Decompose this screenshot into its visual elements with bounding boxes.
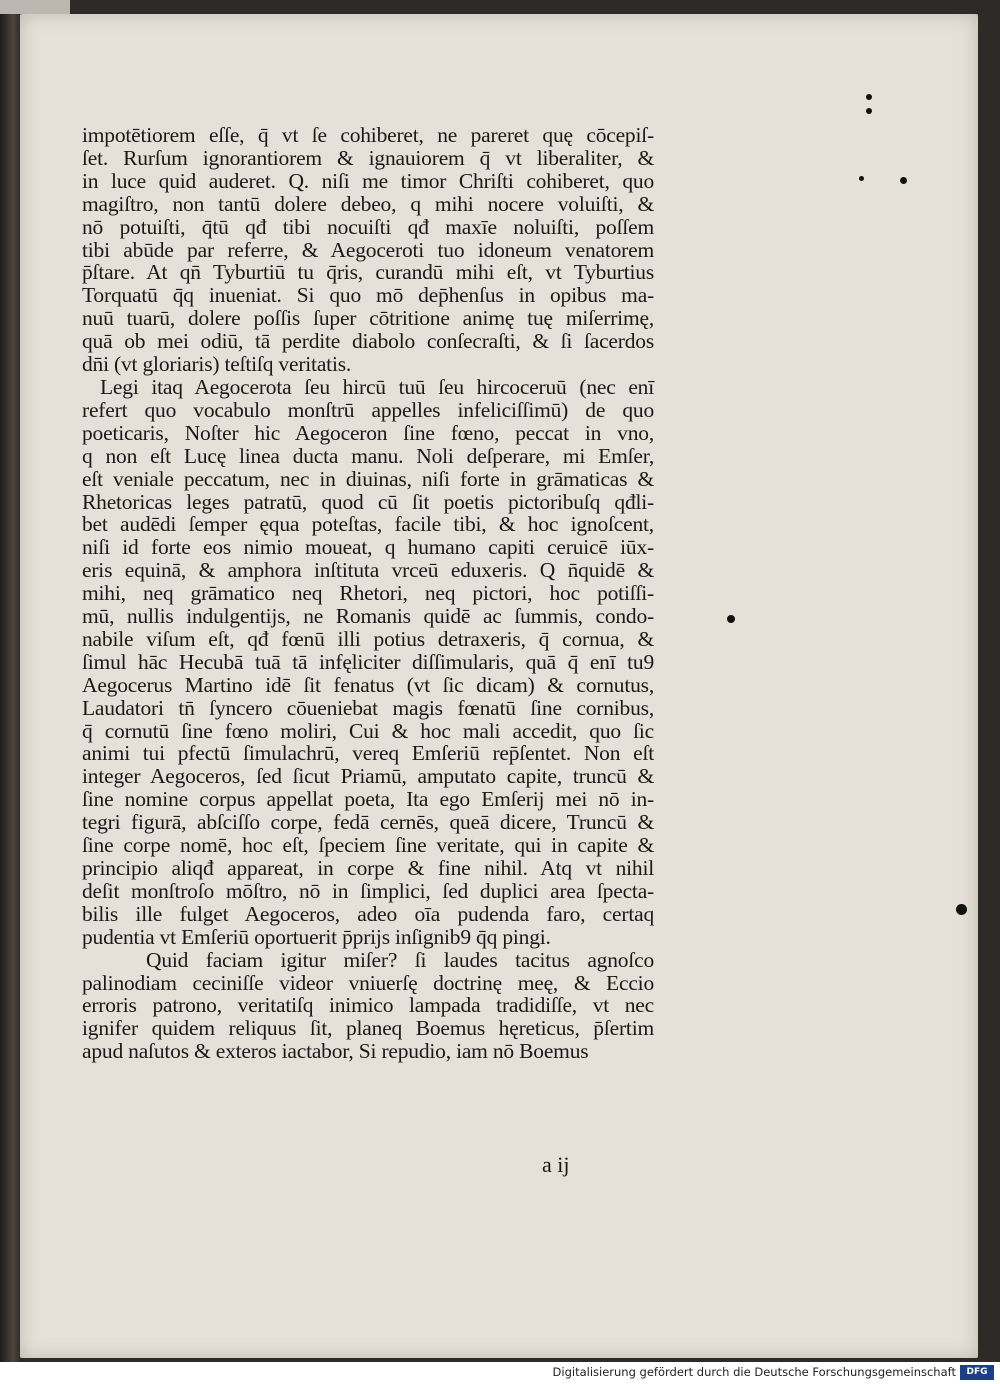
- speck-5: [727, 615, 735, 623]
- text-line: mihi, neq grāmatico neq Rhetori, neq pictori, hoc potiſſi-: [82, 581, 654, 606]
- paper-tab: [0, 0, 70, 14]
- speck-3: [900, 177, 907, 184]
- text-line: bet audēdi ſemper ęqua poteſtas, facile tibi, & hoc ignoſcent,: [82, 512, 654, 537]
- dfg-logo-icon: DFG: [960, 1365, 994, 1380]
- text-line: tegri figurā, abſciſſo corpe, fedā cernēs, queā dicere, Truncū &: [82, 810, 654, 835]
- text-line: principio aliqđ appareat, in corpe & fine nihil. Atq vt nihil: [82, 856, 654, 880]
- text-line: tibi abūde par referre, & Aegoceroti tuo idoneum venatorem: [82, 237, 654, 262]
- text-line: in luce quid auderet. Q. niſi me timor Chriſti cohiberet, quo: [82, 168, 654, 193]
- speck-2: [866, 108, 872, 114]
- text-line: q̄ cornutū ſine fœno moliri, Cui & hoc mali accedit, quo ſic: [82, 718, 654, 743]
- text-line: Laudatori tn̄ ſyncero cōueniebat magis fœnatū ſine cornibus,: [82, 695, 654, 720]
- text-line: nabile viſum eſt, qđ fœnū illi potius detraxeris, q̄ cornua, &: [82, 626, 654, 651]
- text-line: ſine nomine corpus appellat poeta, Ita ego Emſerij mei nō in-: [82, 787, 654, 812]
- text-line: mū, nullis indulgentijs, ne Romanis quidē ac ſummis, condo-: [82, 604, 654, 629]
- text-line: pudentia vt Emſeriū oportuerit p̄prijs inſignib9 q̄q pingi.: [82, 924, 551, 949]
- text-line: apud naſutos & exteros iactabor, Si repudio, iam nō Boemus: [82, 1039, 589, 1064]
- text-line: magiſtro, non tantū dolere debeo, q mihi nocere voluiſti, &: [82, 191, 654, 216]
- speck-4: [859, 176, 864, 181]
- text-line: impotētiorem eſſe, q̄ vt ſe cohiberet, ne pareret quę cōcepiſ-: [82, 123, 654, 147]
- text-line: ſine corpe nomē, hoc eſt, ſpeciem ſine veritate, qui in capite &: [82, 833, 654, 858]
- text-line: eris equinā, & amphora inſtituta vrceū eduxeris. Q n̄quidē &: [82, 558, 654, 583]
- text-line: dn̄i (vt gloriaris) teſtiſq veritatis.: [82, 352, 352, 377]
- page-text: [82, 124, 654, 1063]
- speck-1: [866, 94, 872, 100]
- text-line: Rhetoricas leges patratū, quod cū ſit poetis pictoribuſq qđli-: [82, 489, 654, 514]
- speck-6: [956, 904, 967, 915]
- signature-mark: a ij: [542, 1152, 570, 1177]
- text-line: poeticaris, Noſter hic Aegoceron ſine fœno, peccat in vno,: [82, 420, 654, 445]
- funding-credit: Digitalisierung gefördert durch die Deutsche Forschungsgemeinschaft: [552, 1365, 956, 1379]
- text-line: integer Aegoceros, ſed ſicut Priamū, amputato capite, truncū &: [82, 764, 654, 789]
- footer-bar: [0, 1362, 1000, 1384]
- text-line: ignifer quidem reliquus ſit, planeq Boemus hęreticus, p̄ſertim: [82, 1016, 654, 1041]
- text-line: animi tui pfectū ſimulachrū, vereq Emſeriū rep̄ſentet. Non eſt: [82, 741, 654, 766]
- text-line: Quid faciam igitur miſer? ſi laudes tacitus agnoſco: [146, 947, 654, 972]
- text-line: refert quo vocabulo monſtrū appelles infeliciſſimū) de quo: [82, 397, 654, 422]
- text-line: ſimul hāc Hecubā tuā tā infęliciter diſſimularis, quā q̄ enī tu9: [82, 649, 654, 674]
- text-line: q non eſt Lucę linea ducta manu. Noli deſperare, mi Emſer,: [82, 443, 654, 468]
- binding-edge: [0, 0, 22, 1362]
- text-line: eſt veniale peccatum, nec in diuinas, niſi forte in grāmaticas &: [82, 466, 654, 491]
- text-line: nō potuiſti, q̄tū qđ tibi nocuiſti qđ maxīe noluiſti, poſſem: [82, 214, 654, 239]
- text-line: p̄ſtare. At qn̄ Tyburtiū tu q̄ris, curandū mihi eſt, vt Tyburtius: [82, 260, 654, 285]
- text-line: palinodiam ceciniſſe videor vniuerſę doctrinę meę, & Eccio: [82, 970, 654, 995]
- text-line: bilis ille fulget Aegoceros, adeo oīa pudenda faro, certaq: [82, 901, 654, 926]
- text-line: ſet. Rurſum ignorantiorem & ignauiorem q̄ vt liberaliter, &: [82, 145, 654, 170]
- text-line: erroris patrono, veritatiſq inimico lampada tradidiſſe, vt nec: [82, 993, 654, 1018]
- text-line: niſi id forte eos nimio moueat, q humano capiti ceruicē iūx-: [82, 535, 654, 560]
- text-line: quā ob mei odiū, tā perdite diabolo conſecraſti, & ſi ſacerdos: [82, 329, 654, 354]
- text-line: nuū tuarū, dolere poſſis ſuper cōtritione animę tuę miſerrimę,: [82, 306, 654, 331]
- text-line: Aegocerus Martino idē ſit fenatus (vt ſic dicam) & cornutus,: [82, 672, 654, 697]
- text-line: Torquatū q̄q inueniat. Si quo mō dep̄henſus in opibus ma-: [82, 283, 654, 308]
- text-line: deſit monſtroſo mōſtro, nō in ſimplici, ſed duplici area ſpecta-: [82, 878, 654, 903]
- text-line: Legi itaq Aegocerota ſeu hircū tuū ſeu hircoceruū (nec enī: [100, 374, 654, 399]
